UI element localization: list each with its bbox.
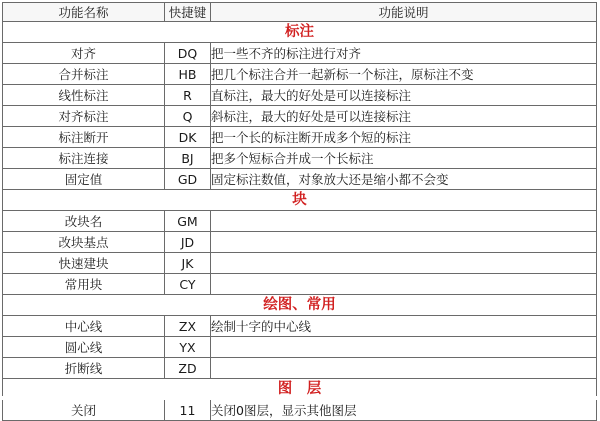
cell-function-desc <box>211 211 597 232</box>
cell-function-name: 常用块 <box>3 274 165 295</box>
cell-function-name: 固定值 <box>3 169 165 190</box>
cell-function-desc <box>211 274 597 295</box>
table-row <box>3 64 597 85</box>
cell-shortcut-key: DQ <box>165 43 211 64</box>
cell-function-name: 折断线 <box>3 358 165 379</box>
cell-function-name: 改块名 <box>3 211 165 232</box>
cell-function-desc <box>211 358 597 379</box>
cell-function-name: 圆心线 <box>3 337 165 358</box>
header-shortcut-key: 快捷键 <box>165 3 211 22</box>
cell-function-desc <box>211 253 597 274</box>
cell-function-desc: 把多个短标合并成一个长标注 <box>211 148 597 169</box>
table-row <box>3 85 597 106</box>
section-title: 块 <box>3 190 597 211</box>
cell-function-desc: 斜标注，最大的好处是可以连接标注 <box>211 106 597 127</box>
table-row <box>3 358 597 379</box>
cell-shortcut-key: HB <box>165 64 211 85</box>
bottom-edge <box>0 396 600 400</box>
cell-function-name: 线性标注 <box>3 85 165 106</box>
cell-shortcut-key: BJ <box>165 148 211 169</box>
cell-function-name: 中心线 <box>3 316 165 337</box>
cell-shortcut-key: JD <box>165 232 211 253</box>
table-row <box>3 337 597 358</box>
cell-function-desc: 把一个长的标注断开成多个短的标注 <box>211 127 597 148</box>
table-row <box>3 169 597 190</box>
cell-function-desc <box>211 337 597 358</box>
cell-function-name: 对齐标注 <box>3 106 165 127</box>
cell-function-desc: 绘制十字的中心线 <box>211 316 597 337</box>
cell-function-name: 关闭 <box>3 400 165 421</box>
cell-function-desc: 关闭0图层，显示其他图层 <box>211 400 597 421</box>
cell-shortcut-key: CY <box>165 274 211 295</box>
table-row <box>3 274 597 295</box>
table-header-row <box>3 3 597 22</box>
section-title: 绘图、常用 <box>3 295 597 316</box>
table-row <box>3 127 597 148</box>
cell-shortcut-key: ZX <box>165 316 211 337</box>
cell-function-name: 快速建块 <box>3 253 165 274</box>
cell-function-name: 对齐 <box>3 43 165 64</box>
section-row-dimension <box>3 22 597 43</box>
table-row <box>3 253 597 274</box>
cell-shortcut-key: YX <box>165 337 211 358</box>
cell-function-name: 合并标注 <box>3 64 165 85</box>
cell-function-desc: 固定标注数值，对象放大还是缩小都不会变 <box>211 169 597 190</box>
cell-function-name: 改块基点 <box>3 232 165 253</box>
section-title: 图 层 <box>3 379 597 400</box>
cell-shortcut-key: R <box>165 85 211 106</box>
section-row-block <box>3 190 597 211</box>
cell-shortcut-key: GD <box>165 169 211 190</box>
cell-function-name: 标注连接 <box>3 148 165 169</box>
cell-shortcut-key: Q <box>165 106 211 127</box>
cell-shortcut-key: GM <box>165 211 211 232</box>
cell-function-name: 标注断开 <box>3 127 165 148</box>
cell-function-desc: 把一些不齐的标注进行对齐 <box>211 43 597 64</box>
cell-function-desc <box>211 232 597 253</box>
table-row <box>3 43 597 64</box>
cell-shortcut-key: ZD <box>165 358 211 379</box>
table-row <box>3 211 597 232</box>
cell-shortcut-key: DK <box>165 127 211 148</box>
header-function-name: 功能名称 <box>3 3 165 22</box>
table-row <box>3 316 597 337</box>
cell-function-desc: 把几个标注合并一起新标一个标注，原标注不变 <box>211 64 597 85</box>
section-row-drawing <box>3 295 597 316</box>
table-row <box>3 232 597 253</box>
table-row <box>3 148 597 169</box>
section-title: 标注 <box>3 22 597 43</box>
table-row <box>3 106 597 127</box>
cell-shortcut-key: 11 <box>165 400 211 421</box>
table-row <box>3 400 597 421</box>
header-function-desc: 功能说明 <box>211 3 597 22</box>
cell-shortcut-key: JK <box>165 253 211 274</box>
shortcut-table <box>2 2 597 421</box>
cell-function-desc: 直标注，最大的好处是可以连接标注 <box>211 85 597 106</box>
